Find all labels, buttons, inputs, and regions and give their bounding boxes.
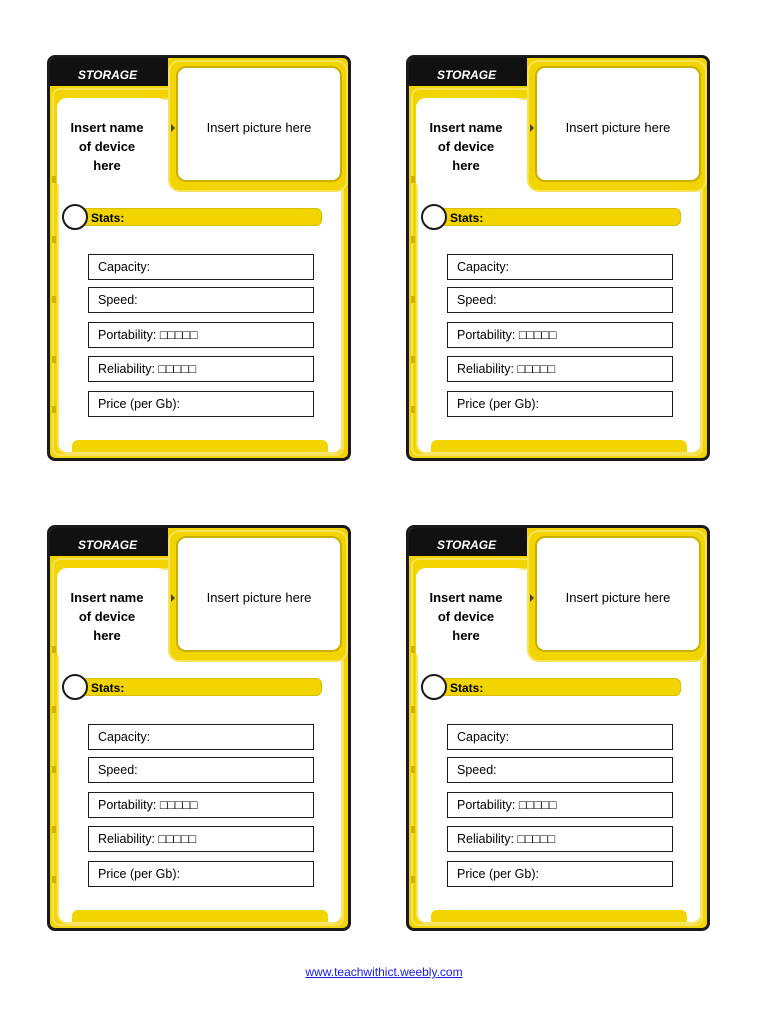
stat-label: Speed:	[98, 293, 138, 307]
category-label: STORAGE	[437, 68, 497, 82]
arrow-right-icon	[530, 594, 534, 602]
stat-capacity[interactable]	[88, 254, 314, 280]
bottom-strip	[431, 440, 687, 452]
circle-icon	[62, 674, 88, 700]
side-notch	[411, 356, 415, 363]
stat-portability[interactable]	[447, 792, 673, 818]
stat-speed[interactable]	[447, 757, 673, 783]
stat-reliability[interactable]	[88, 826, 314, 852]
device-name-placeholder[interactable]: Insert name of device here	[429, 120, 503, 173]
bottom-strip	[72, 440, 328, 452]
side-notch	[52, 706, 56, 713]
arrow-right-icon	[171, 124, 175, 132]
card-bottom-right	[406, 525, 710, 931]
stat-label: Portability: □□□□□	[98, 328, 198, 342]
device-name-placeholder[interactable]: Insert name of device here	[70, 120, 144, 173]
side-notch	[52, 766, 56, 773]
stat-label: Price (per Gb):	[98, 397, 180, 411]
stat-speed[interactable]	[88, 287, 314, 313]
stat-capacity[interactable]	[447, 724, 673, 750]
stat-reliability[interactable]	[447, 826, 673, 852]
category-label: STORAGE	[437, 538, 497, 552]
device-name-placeholder[interactable]: Insert name of device here	[429, 590, 503, 643]
stat-label: Reliability: □□□□□	[457, 362, 556, 376]
side-notch	[411, 406, 415, 413]
stat-label: Capacity:	[457, 730, 510, 744]
stat-label: Reliability: □□□□□	[98, 832, 197, 846]
side-notch	[411, 876, 415, 883]
picture-placeholder: Insert picture here	[206, 120, 312, 135]
bottom-strip	[431, 910, 687, 922]
stat-price[interactable]	[447, 861, 673, 887]
stat-label: Portability: □□□□□	[457, 328, 557, 342]
stat-label: Portability: □□□□□	[98, 798, 198, 812]
bottom-strip	[72, 910, 328, 922]
stat-label: Reliability: □□□□□	[98, 362, 197, 376]
side-notch	[411, 176, 415, 183]
side-notch	[52, 236, 56, 243]
stat-label: Portability: □□□□□	[457, 798, 557, 812]
stat-label: Speed:	[98, 763, 138, 777]
stat-price[interactable]	[88, 861, 314, 887]
stat-portability[interactable]	[88, 322, 314, 348]
stats-label: Stats:	[450, 681, 484, 695]
card-top-right	[406, 55, 710, 461]
side-notch	[411, 296, 415, 303]
side-notch	[52, 356, 56, 363]
picture-placeholder: Insert picture here	[565, 590, 671, 605]
stat-speed[interactable]	[447, 287, 673, 313]
side-notch	[411, 766, 415, 773]
stat-reliability[interactable]	[88, 356, 314, 382]
card-bottom-left	[47, 525, 351, 931]
stat-portability[interactable]	[88, 792, 314, 818]
card-top-left	[47, 55, 351, 461]
circle-icon	[421, 674, 447, 700]
side-notch	[52, 646, 56, 653]
stats-label: Stats:	[450, 211, 484, 225]
category-label: STORAGE	[78, 538, 138, 552]
stat-label: Capacity:	[98, 730, 151, 744]
circle-icon	[62, 204, 88, 230]
side-notch	[52, 876, 56, 883]
device-name-placeholder[interactable]: Insert name of device here	[70, 590, 144, 643]
side-notch	[411, 706, 415, 713]
category-label: STORAGE	[78, 68, 138, 82]
stat-label: Capacity:	[457, 260, 510, 274]
stat-label: Speed:	[457, 763, 497, 777]
side-notch	[411, 236, 415, 243]
stat-capacity[interactable]	[447, 254, 673, 280]
circle-icon	[421, 204, 447, 230]
side-notch	[52, 296, 56, 303]
side-notch	[411, 826, 415, 833]
stat-capacity[interactable]	[88, 724, 314, 750]
stat-price[interactable]	[88, 391, 314, 417]
stat-label: Price (per Gb):	[457, 397, 539, 411]
side-notch	[52, 826, 56, 833]
stats-label: Stats:	[91, 681, 125, 695]
side-notch	[52, 176, 56, 183]
side-notch	[411, 646, 415, 653]
stat-label: Price (per Gb):	[98, 867, 180, 881]
picture-placeholder: Insert picture here	[565, 120, 671, 135]
arrow-right-icon	[171, 594, 175, 602]
stat-speed[interactable]	[88, 757, 314, 783]
stats-label: Stats:	[91, 211, 125, 225]
stat-label: Reliability: □□□□□	[457, 832, 556, 846]
stat-price[interactable]	[447, 391, 673, 417]
side-notch	[52, 406, 56, 413]
picture-placeholder: Insert picture here	[206, 590, 312, 605]
stat-portability[interactable]	[447, 322, 673, 348]
stat-label: Capacity:	[98, 260, 151, 274]
stat-label: Speed:	[457, 293, 497, 307]
footer-link[interactable]: www.teachwithict.weebly.com	[305, 965, 463, 979]
stat-reliability[interactable]	[447, 356, 673, 382]
arrow-right-icon	[530, 124, 534, 132]
stat-label: Price (per Gb):	[457, 867, 539, 881]
